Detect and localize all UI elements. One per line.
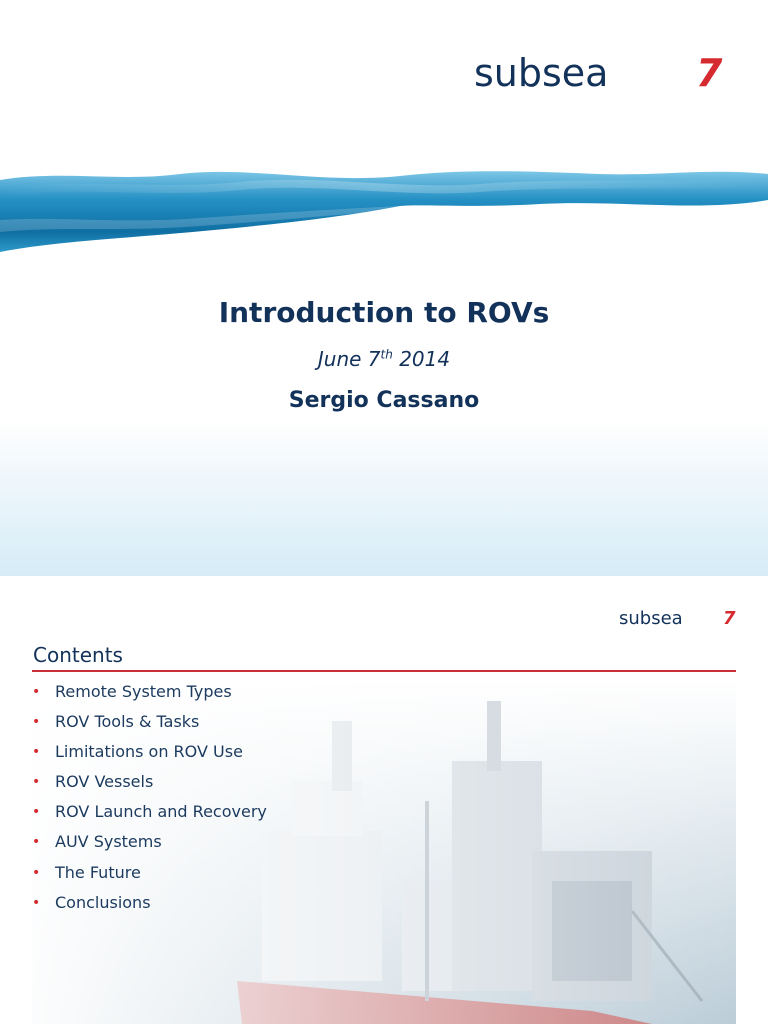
list-item (30, 741, 267, 771)
bullet-icon: • (32, 774, 41, 791)
date-month-day: June 7 (317, 347, 381, 371)
contents-heading: Contents (33, 643, 123, 667)
logo-wordmark: subsea (474, 51, 609, 94)
list-item-label: ROV Tools & Tasks (55, 712, 200, 732)
bullet-icon: • (32, 804, 41, 821)
list-item-label: ROV Launch and Recovery (55, 802, 267, 822)
subsea7-logo-small (619, 606, 739, 628)
list-item (30, 771, 267, 801)
list-item (30, 681, 267, 711)
slide-title: Introduction to ROVs (218, 296, 550, 329)
contents-slide (0, 576, 768, 1024)
water-wave-image (0, 160, 768, 255)
presentation-date (0, 347, 768, 371)
logo-small-numeral: 7 (723, 608, 736, 628)
list-item-label: ROV Vessels (55, 772, 154, 792)
list-item-label: Limitations on ROV Use (55, 742, 243, 762)
list-item (30, 892, 267, 922)
bullet-icon: • (32, 744, 41, 761)
subsea7-logo (474, 50, 728, 94)
logo-small-wordmark: subsea (619, 608, 683, 628)
list-item-label: Remote System Types (55, 682, 232, 701)
list-item (30, 862, 267, 892)
bullet-icon: • (32, 894, 41, 911)
presenter-name: Sergio Cassano (288, 388, 480, 413)
list-item-label: AUV Systems (55, 832, 162, 852)
list-item (30, 711, 267, 741)
bullet-icon: • (32, 684, 41, 700)
contents-list (30, 681, 267, 922)
bullet-icon: • (32, 834, 41, 851)
bullet-icon: • (32, 714, 41, 731)
bullet-icon: • (32, 864, 41, 881)
heading-divider (32, 670, 736, 672)
date-year: 2014 (392, 347, 451, 371)
list-item (30, 801, 267, 831)
logo-numeral: 7 (696, 51, 723, 94)
list-item (30, 831, 267, 861)
list-item-label: Conclusions (55, 892, 151, 912)
list-item-label: The Future (55, 862, 141, 882)
date-ordinal: th (380, 347, 393, 362)
